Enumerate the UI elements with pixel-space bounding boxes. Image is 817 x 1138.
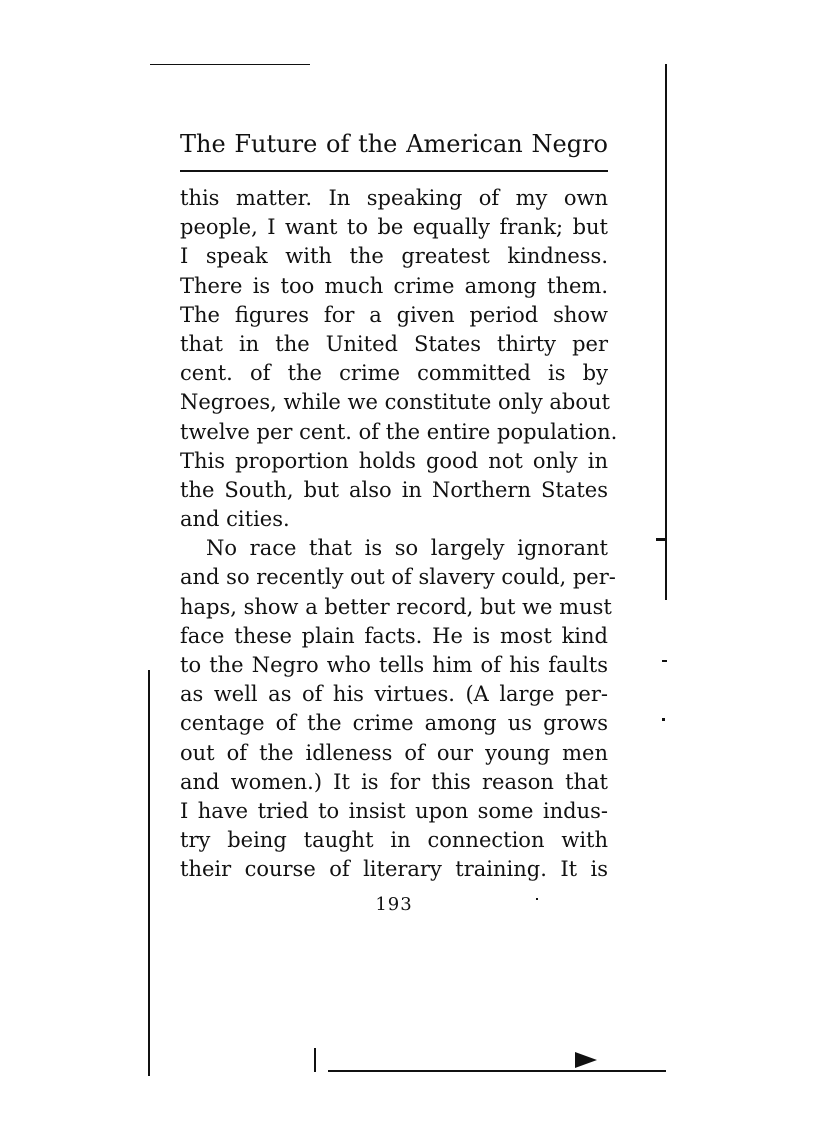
text-line: This proportion holds good not only in (180, 448, 608, 473)
text-line: Negroes, while we constitute only about (180, 390, 610, 415)
text-line: that in the United States thirty per (180, 331, 608, 356)
text-line: The figures for a given period show (180, 302, 608, 327)
text-line: as well as of his virtues. (A large per- (180, 682, 608, 707)
left-margin-rule (148, 670, 150, 1076)
scan-artifact (575, 1052, 597, 1068)
right-margin-mark (656, 538, 666, 541)
paragraph-first-line: No race that is so largely ignorant (206, 536, 608, 561)
text-line: people, I want to be equally frank; but (180, 215, 608, 240)
right-margin-rule (665, 64, 667, 600)
body-text (180, 184, 618, 885)
text-line: and women.) It is for this reason that (180, 769, 608, 794)
bottom-rule (328, 1070, 666, 1072)
scan-dot (536, 898, 538, 900)
text-line: the South, but also in Northern States (180, 477, 608, 502)
text-line: try being taught in connection with (180, 828, 608, 853)
bottom-left-tick (314, 1048, 316, 1072)
text-line: I have tried to insist upon some indus- (180, 798, 608, 823)
text-line: twelve per cent. of the entire population. (180, 419, 618, 444)
text-line: and so recently out of slavery could, per- (180, 565, 616, 590)
text-line: I speak with the greatest kindness. (180, 244, 608, 269)
right-margin-tick (662, 718, 665, 721)
text-line: centage of the crime among us grows (180, 711, 608, 736)
running-head-rule (180, 170, 608, 172)
text-line: this matter. In speaking of my own (180, 186, 608, 210)
text-line: There is too much crime among them. (180, 273, 608, 298)
text-line: face these plain facts. He is most kind (180, 623, 608, 648)
right-margin-tick (662, 660, 667, 662)
text-line: out of the idleness of our young men (180, 740, 608, 765)
text-line: their course of literary training. It is (180, 857, 608, 882)
text-line: haps, show a better record, but we must (180, 594, 612, 619)
text-line: cent. of the crime committed is by (180, 361, 608, 386)
top-left-rule (150, 64, 310, 65)
running-head: The Future of the American Negro (180, 130, 608, 158)
text-line: to the Negro who tells him of his faults (180, 653, 608, 677)
paragraph-last-line: and cities. (180, 507, 290, 532)
page-number: 193 (375, 894, 413, 915)
